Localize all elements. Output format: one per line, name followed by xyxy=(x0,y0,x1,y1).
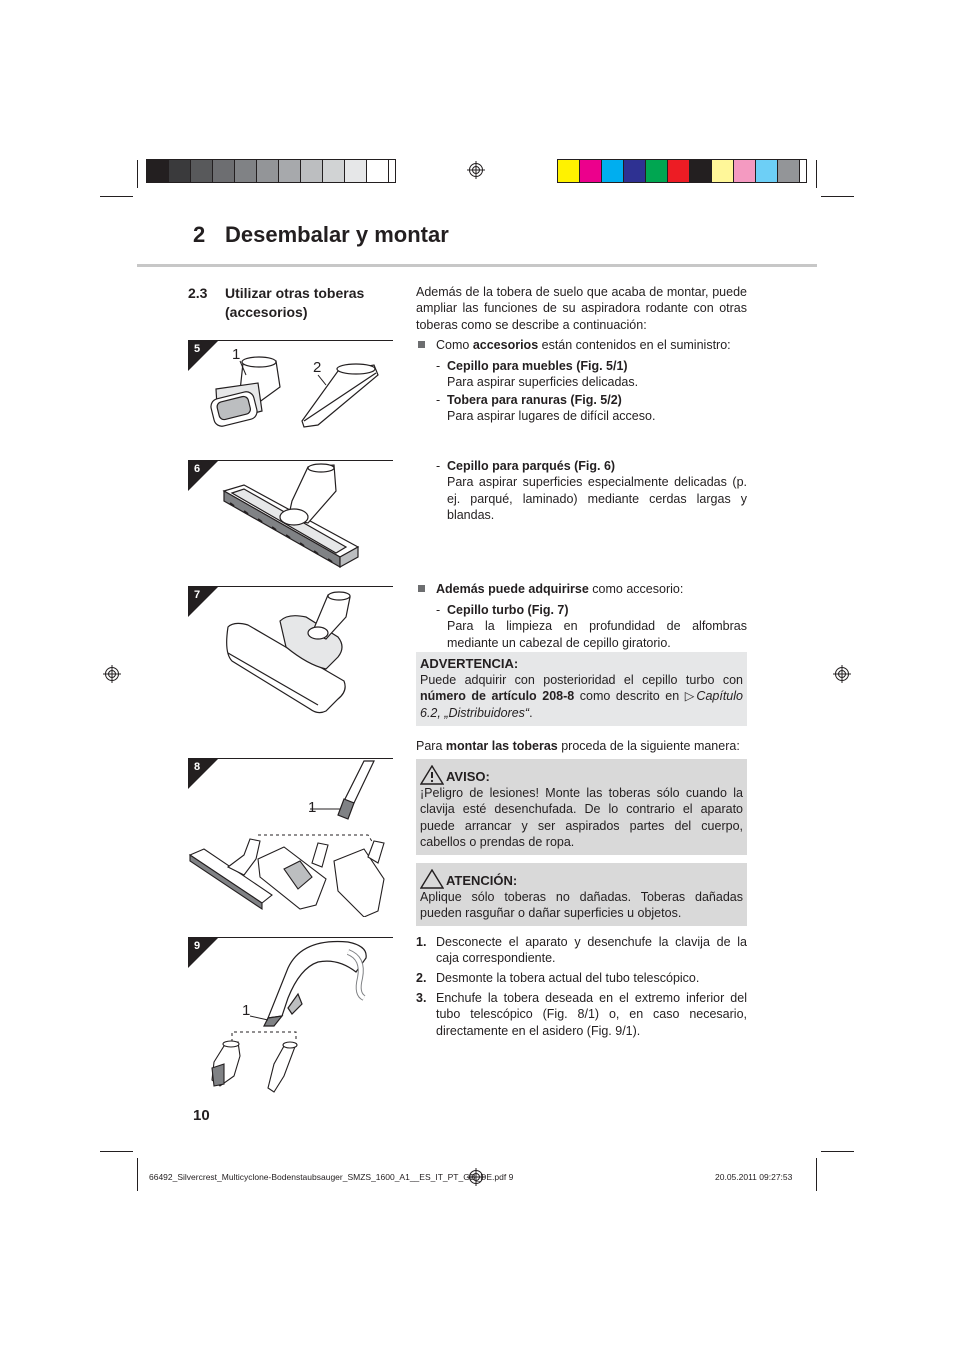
figure-8 xyxy=(188,758,393,917)
color-swatch xyxy=(257,160,279,182)
crop-mark xyxy=(137,1158,138,1191)
crop-mark xyxy=(100,1151,133,1152)
crop-mark xyxy=(816,1158,817,1191)
chapter-title xyxy=(193,222,449,248)
mount-intro: Para montar las toberas proceda de la siguiente manera: xyxy=(416,739,740,753)
crop-mark xyxy=(821,1151,854,1152)
list-item: 1. Desconecte el aparato y desenchufe la clavija de la caja correspondiente. xyxy=(416,935,747,966)
optional-accessory-line: Además puede adquirirse como accesorio: xyxy=(436,582,684,596)
page-number: 10 xyxy=(193,1107,210,1124)
caution-text: Aplique sólo toberas no dañadas. Toberas dañadas pueden rasguñar o dañar superficies u objetos. xyxy=(420,890,743,921)
figure-number: 9 xyxy=(194,940,201,952)
color-swatch xyxy=(323,160,345,182)
figure-5 xyxy=(188,340,393,436)
figure-number: 5 xyxy=(194,343,201,355)
warning-text: Puede adquirir con posterioridad el cepillo turbo con número de artículo 208-8 como descrito en ▷Capítulo 6.2, „Distribuidores“. xyxy=(420,673,743,720)
figure-label: 1 xyxy=(242,1002,251,1019)
notice-box xyxy=(416,759,747,855)
accessories-included-line: Como accesorios están contenidos en el suministro: xyxy=(436,338,731,352)
figure-7 xyxy=(188,586,393,717)
registration-mark-icon xyxy=(103,665,121,683)
arrow-right-icon: ▷ xyxy=(684,689,697,704)
color-swatch xyxy=(580,160,602,182)
title-rule xyxy=(137,264,817,267)
nozzle-assembly-illustration xyxy=(188,759,393,917)
color-swatch xyxy=(558,160,580,182)
chapter-title-text: Desembalar y montar xyxy=(225,222,449,247)
color-swatch xyxy=(690,160,712,182)
section-title: Utilizar otras toberas (accesorios) xyxy=(225,285,365,320)
section-number: 2.3 xyxy=(188,285,208,301)
bullet-square xyxy=(418,341,425,348)
figure-6 xyxy=(188,460,393,573)
figure-label: 2 xyxy=(313,359,322,376)
steps-list xyxy=(416,934,747,1042)
registration-mark-icon xyxy=(833,665,851,683)
warning-box xyxy=(416,652,747,726)
figure-number: 7 xyxy=(194,589,201,601)
list-dash: - xyxy=(436,393,441,407)
color-swatch xyxy=(367,160,389,182)
intro-paragraph: Además de la tobera de suelo que acaba de montar, puede ampliar las funciones de su aspiradora rodante con otras toberas como se describe a continuación: xyxy=(416,285,747,332)
color-swatch xyxy=(778,160,800,182)
warning-heading: ADVERTENCIA: xyxy=(420,656,519,671)
list-item-parquet-brush: Cepillo para parqués (Fig. 6) Para aspirar superficies especialmente delicadas (p. ej. parqué, laminado) mediante cerdas largas y blandas. xyxy=(447,459,747,522)
list-item-turbo-brush: Cepillo turbo (Fig. 7) Para la limpieza en profundidad de alfombras mediante un cabezal de cepillo giratorio. xyxy=(447,603,747,650)
color-swatch xyxy=(756,160,778,182)
footer-filename: 66492_Silvercrest_Multicyclone-Bodenstaubsauger_SMZS_1600_A1__ES_IT_PT_GB_DE.pdf 9 xyxy=(149,1172,514,1182)
color-swatch xyxy=(712,160,734,182)
color-swatch xyxy=(624,160,646,182)
color-bar xyxy=(557,159,807,183)
color-swatch xyxy=(191,160,213,182)
turbo-brush-illustration xyxy=(188,587,393,717)
color-swatch xyxy=(734,160,756,182)
color-swatch xyxy=(279,160,301,182)
list-dash: - xyxy=(436,459,441,473)
color-swatch xyxy=(213,160,235,182)
color-swatch xyxy=(147,160,169,182)
list-item-furniture-brush: Cepillo para muebles (Fig. 5/1) Para aspirar superficies delicadas. xyxy=(447,359,639,390)
list-item-crevice-tool: Tobera para ranuras (Fig. 5/2) Para aspirar lugares de difícil acceso. xyxy=(447,393,656,424)
chapter-reference-link[interactable]: Capítulo 6.2, „Distribuidores“ xyxy=(420,689,743,720)
figure-label: 1 xyxy=(232,346,241,363)
list-item: 2. Desmonte la tobera actual del tubo telescópico. xyxy=(416,971,700,985)
chapter-number: 2 xyxy=(193,222,206,247)
warning-triangle-icon xyxy=(420,765,444,785)
list-dash: - xyxy=(436,603,441,617)
parquet-brush-illustration xyxy=(188,461,393,573)
caution-heading: ATENCIÓN: xyxy=(420,869,743,889)
color-swatch xyxy=(235,160,257,182)
bullet-square xyxy=(418,585,425,592)
color-swatch xyxy=(345,160,367,182)
crop-mark xyxy=(137,160,138,188)
figure-number: 8 xyxy=(194,761,201,773)
crop-mark xyxy=(816,160,817,188)
figure-9 xyxy=(188,937,393,1098)
gray-color-bar xyxy=(146,159,396,183)
furniture-brush-and-crevice-tool-illustration xyxy=(188,341,393,436)
color-swatch xyxy=(646,160,668,182)
figure-number: 6 xyxy=(194,463,201,475)
color-swatch xyxy=(668,160,690,182)
color-swatch xyxy=(602,160,624,182)
caution-box xyxy=(416,863,747,926)
color-swatch xyxy=(169,160,191,182)
crop-mark xyxy=(821,196,854,197)
footer-timestamp: 20.05.2011 09:27:53 xyxy=(715,1172,793,1182)
handle-and-nozzles-illustration xyxy=(188,938,393,1098)
color-swatch xyxy=(301,160,323,182)
notice-text: ¡Peligro de lesiones! Monte las toberas sólo cuando la clavija esté desenchufada. De lo contrario el aparato puede arrancar y ser aspirados partes del cuerpo, cabellos o prendas de ropa. xyxy=(420,786,743,849)
caution-triangle-icon xyxy=(420,869,444,889)
figure-label: 1 xyxy=(308,799,317,816)
list-dash: - xyxy=(436,359,441,373)
notice-heading: AVISO: xyxy=(420,765,743,785)
list-item: 3. Enchufe la tobera deseada en el extremo inferior del tubo telescópico (Fig. 8/1) o, en caso necesario, directamente en el asidero (Fig. 9/1). xyxy=(416,991,747,1038)
crop-mark xyxy=(100,196,133,197)
registration-mark-icon xyxy=(467,161,485,179)
